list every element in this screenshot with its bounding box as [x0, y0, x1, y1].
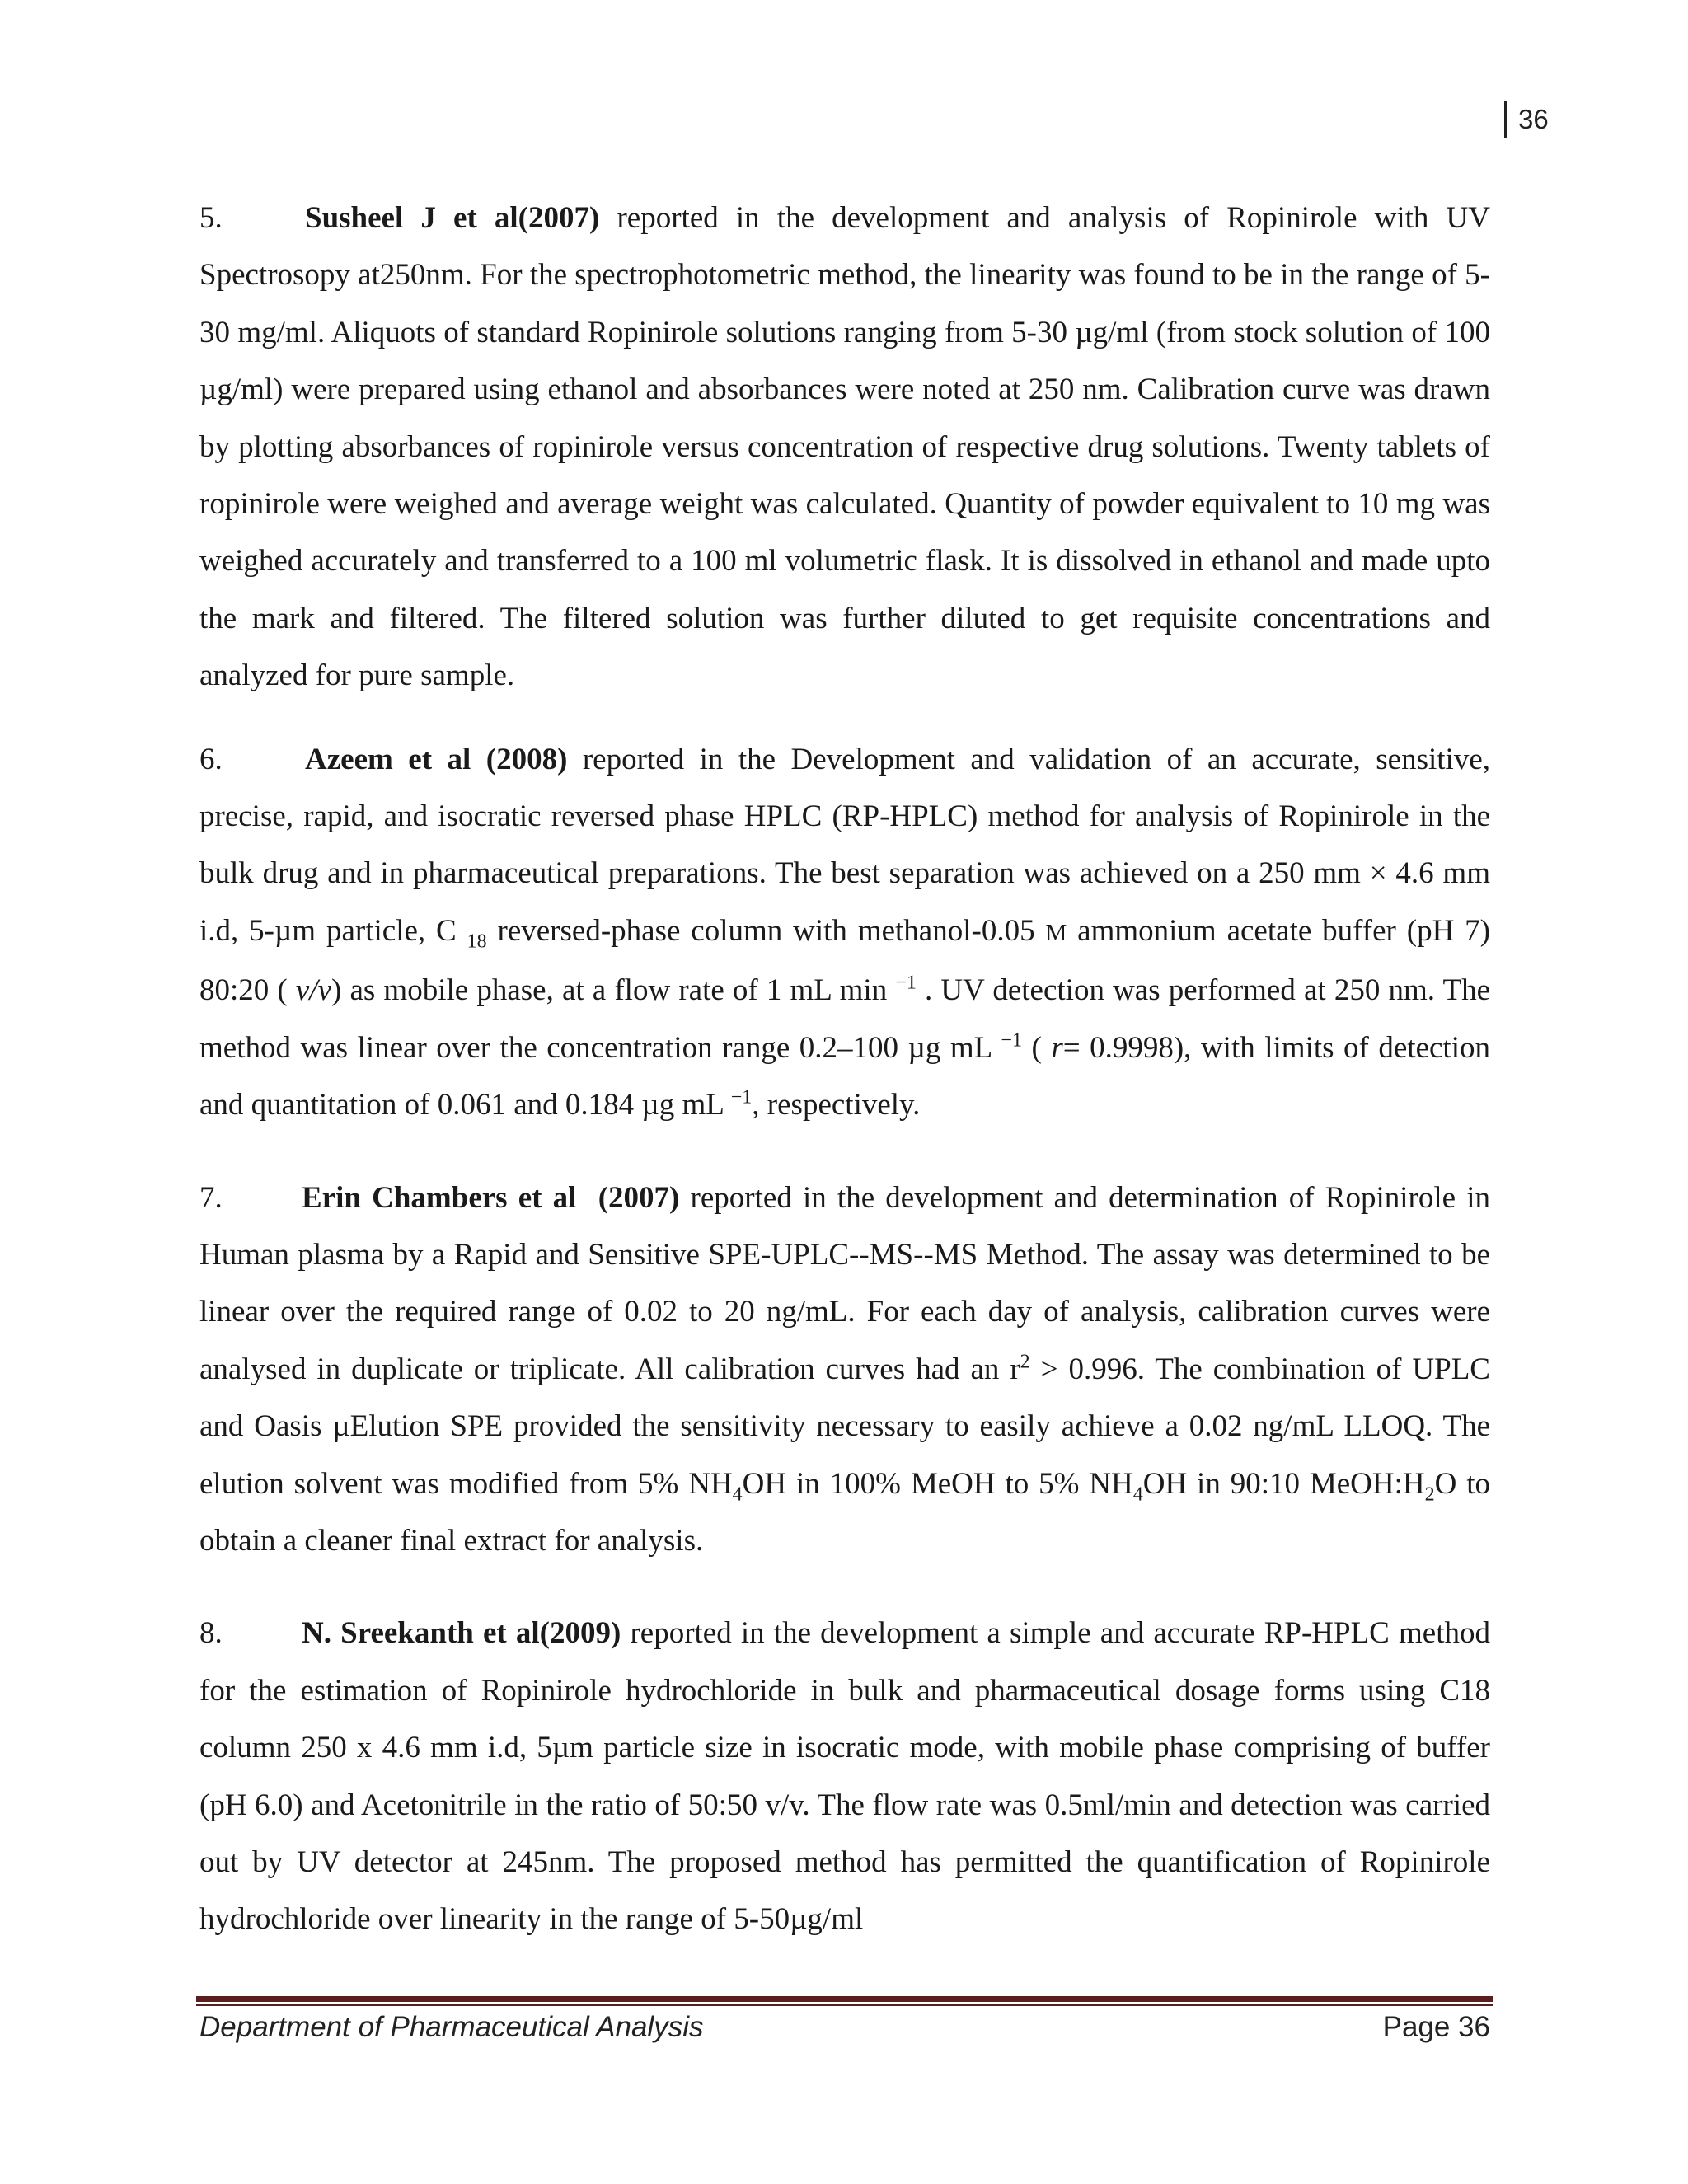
- paragraph-7: [199, 1169, 1490, 1570]
- subscript: 4: [732, 1483, 743, 1505]
- author-citation: Azeem et al (2008): [305, 742, 568, 776]
- italic-r: r: [1051, 1030, 1063, 1065]
- paragraph-text: reported in the development and analysis of Ropinirole with UV Spectrosopy at250nm. For the spectrophotometric method, the linearity was found to be in the range of 5-30 mg/ml. Aliquots of standard Ropinirole solutions ranging from 5-30 µg/ml (from stock solution of 100 µg/ml) were prepared using ethanol and absorbances were noted at 250 nm. Calibration curve was drawn by plotting absorbances of ropinirole versus concentration of respective drug solutions. Twenty tablets of ropinirole were weighed and average weight was calculated. Quantity of powder equivalent to 10 mg was weighed accurately and transferred to a 100 ml volumetric flask. It is dissolved in ethanol and made upto the mark and filtered. The filtered solution was further diluted to get requisite concentrations and analyzed for pure sample.: [199, 201, 1490, 693]
- superscript: −1: [1001, 1029, 1022, 1052]
- subscript: 4: [1132, 1483, 1143, 1505]
- paragraph-text: = 0.9998), with limits of detection and quantitation of 0.061 and 0.184 µg mL: [199, 1030, 1490, 1122]
- author-citation: Susheel J et al(2007): [305, 201, 600, 235]
- paragraph-6: [199, 731, 1490, 1134]
- superscript: −1: [730, 1086, 753, 1108]
- paragraph-number: 6.: [199, 742, 223, 776]
- header-page-number: 36: [1504, 101, 1549, 138]
- footer-divider: [196, 1996, 1493, 2006]
- author-citation: N. Sreekanth et al(2009): [302, 1616, 621, 1651]
- paragraph-text: , respectively.: [752, 1088, 921, 1122]
- superscript: −1: [895, 972, 917, 994]
- paragraph-number: 8.: [199, 1616, 223, 1651]
- subscript: 18: [467, 930, 487, 953]
- molar-unit: M: [1045, 919, 1067, 946]
- paragraph-text: (: [1021, 1030, 1052, 1065]
- paragraph-text: reported in the development a simple and accurate RP-HPLC method for the estimation of Ropinirole hydrochloride in bulk and pharmaceutical dosage forms using C18 column 250 x 4.6 mm i.d, 5µm particle size in isocratic mode, with mobile phase comprising of buffer (pH 6.0) and Acetonitrile in the ratio of 50:50 v/v. The flow rate was 0.5ml/min and detection was carried out by UV detector at 245nm. The proposed method has permitted the quantification of Ropinirole hydrochloride over linearity in the range of 5-50µg/ml: [199, 1616, 1490, 1937]
- paragraph-text: ammonium acetate buffer (pH 7) 80:20 (: [199, 913, 1491, 1008]
- superscript: 2: [1020, 1351, 1030, 1373]
- paragraph-text: reported in the development and determination of Ropinirole in Human plasma by a Rapid and Sensitive SPE-UPLC--MS--MS Method. The assay was determined to be linear over the required range of 0.02 to 20 ng/mL. For each day of analysis, calibration curves were analysed in duplicate or triplicate. All calibration curves had an r: [199, 1180, 1490, 1386]
- author-citation: Erin Chambers et al (2007): [302, 1180, 680, 1215]
- paragraph-text: ) as mobile phase, at a flow rate of 1 mL min: [331, 973, 896, 1008]
- paragraph-number: 5.: [199, 201, 223, 235]
- italic-vv: v/v: [295, 973, 332, 1008]
- paragraph-text: OH in 100% MeOH to 5% NH: [742, 1466, 1133, 1501]
- document-body: [199, 190, 1490, 1973]
- footer-department: Department of Pharmaceutical Analysis: [199, 2011, 704, 2043]
- paragraph-text: O to obtain a cleaner final extract for analysis.: [199, 1466, 1490, 1558]
- paragraph-8: [199, 1605, 1490, 1947]
- paragraph-text: > 0.996. The combination of UPLC and Oasis µElution SPE provided the sensitivity necessary to easily achieve a 0.02 ng/mL LLOQ. The elution solvent was modified from 5% NH: [199, 1352, 1490, 1501]
- paragraph-number: 7.: [199, 1180, 223, 1215]
- footer-page-label: Page 36: [1382, 2011, 1490, 2043]
- paragraph-text: . UV detection was performed at 250 nm. The method was linear over the concentration range 0.2–100 µg mL: [199, 973, 1490, 1065]
- paragraph-text: OH in 90:10 MeOH:H: [1142, 1466, 1425, 1501]
- paragraph-5: [199, 190, 1490, 705]
- paragraph-text: reversed-phase column with methanol-0.05: [486, 913, 1046, 948]
- paragraph-text: reported in the Development and validation of an accurate, sensitive, precise, rapid, and isocratic reversed phase HPLC (RP-HPLC) method for analysis of Ropinirole in the bulk drug and in pharmaceutical preparations. The best separation was achieved on a 250 mm × 4.6 mm i.d, 5-µm particle, C: [199, 742, 1490, 948]
- subscript: 2: [1424, 1483, 1435, 1505]
